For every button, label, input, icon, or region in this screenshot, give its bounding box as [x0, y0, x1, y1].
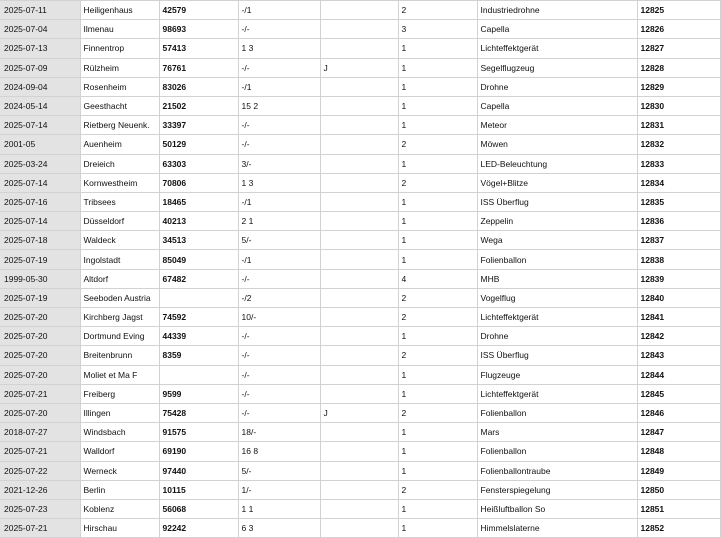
cell-zip[interactable] [159, 288, 238, 307]
cell-place[interactable]: Freiberg [80, 384, 159, 403]
cell-flag[interactable] [320, 154, 398, 173]
cell-count[interactable]: 2 [398, 135, 477, 154]
cell-category[interactable]: Vogelflug [477, 288, 637, 307]
cell-flag[interactable] [320, 308, 398, 327]
cell-code[interactable]: 1 1 [238, 499, 320, 518]
cell-count[interactable]: 2 [398, 1, 477, 20]
cell-count[interactable]: 1 [398, 77, 477, 96]
cell-date[interactable]: 2025-07-21 [0, 442, 80, 461]
cell-id[interactable]: 12825 [637, 1, 720, 20]
cell-date[interactable]: 2025-07-21 [0, 519, 80, 538]
cell-flag[interactable]: J [320, 403, 398, 422]
cell-count[interactable]: 1 [398, 58, 477, 77]
cell-flag[interactable] [320, 231, 398, 250]
cell-count[interactable]: 1 [398, 212, 477, 231]
cell-category[interactable]: Drohne [477, 327, 637, 346]
cell-date[interactable]: 2025-07-22 [0, 461, 80, 480]
cell-count[interactable]: 1 [398, 96, 477, 115]
cell-code[interactable]: -/- [238, 58, 320, 77]
table-row [0, 116, 720, 135]
cell-zip[interactable]: 40213 [159, 212, 238, 231]
cell-zip[interactable]: 21502 [159, 96, 238, 115]
cell-count[interactable]: 1 [398, 116, 477, 135]
cell-count[interactable]: 2 [398, 480, 477, 499]
table-row [0, 192, 720, 211]
cell-zip[interactable]: 85049 [159, 250, 238, 269]
table-row [0, 58, 720, 77]
cell-date[interactable]: 2025-07-23 [0, 499, 80, 518]
cell-count[interactable]: 1 [398, 192, 477, 211]
cell-code[interactable]: 5/- [238, 231, 320, 250]
cell-category[interactable]: Möwen [477, 135, 637, 154]
table-row [0, 231, 720, 250]
cell-zip[interactable]: 70806 [159, 173, 238, 192]
cell-category[interactable]: Wega [477, 231, 637, 250]
cell-flag[interactable]: J [320, 58, 398, 77]
cell-zip[interactable]: 44339 [159, 327, 238, 346]
cell-zip[interactable]: 42579 [159, 1, 238, 20]
table-row [0, 480, 720, 499]
cell-id[interactable]: 12849 [637, 461, 720, 480]
cell-category[interactable]: ISS Überflug [477, 192, 637, 211]
cell-count[interactable]: 3 [398, 20, 477, 39]
cell-date[interactable]: 2024-05-14 [0, 96, 80, 115]
cell-place[interactable]: Kornwestheim [80, 173, 159, 192]
cell-id[interactable]: 12850 [637, 480, 720, 499]
cell-id[interactable]: 12832 [637, 135, 720, 154]
cell-id[interactable]: 12840 [637, 288, 720, 307]
cell-date[interactable]: 2025-07-20 [0, 365, 80, 384]
cell-flag[interactable] [320, 116, 398, 135]
table-row [0, 499, 720, 518]
cell-place[interactable]: Rülzheim [80, 58, 159, 77]
cell-zip[interactable]: 50129 [159, 135, 238, 154]
cell-category[interactable]: Mars [477, 423, 637, 442]
cell-category[interactable]: Heißluftballon So [477, 499, 637, 518]
cell-place[interactable]: Auenheim [80, 135, 159, 154]
cell-flag[interactable] [320, 192, 398, 211]
table-row [0, 519, 720, 538]
cell-id[interactable]: 12837 [637, 231, 720, 250]
cell-count[interactable]: 1 [398, 423, 477, 442]
cell-flag[interactable] [320, 173, 398, 192]
cell-id[interactable]: 12826 [637, 20, 720, 39]
cell-date[interactable]: 2024-09-04 [0, 77, 80, 96]
cell-count[interactable]: 2 [398, 403, 477, 422]
cell-date[interactable]: 2025-07-14 [0, 212, 80, 231]
cell-category[interactable]: Industriedrohne [477, 1, 637, 20]
cell-date[interactable]: 2025-07-19 [0, 250, 80, 269]
cell-code[interactable]: -/- [238, 365, 320, 384]
cell-code[interactable]: 1 3 [238, 173, 320, 192]
cell-date[interactable]: 2025-07-13 [0, 39, 80, 58]
cell-count[interactable]: 1 [398, 442, 477, 461]
cell-id[interactable]: 12830 [637, 96, 720, 115]
cell-flag[interactable] [320, 269, 398, 288]
cell-zip[interactable] [159, 365, 238, 384]
cell-count[interactable]: 2 [398, 308, 477, 327]
cell-code[interactable]: -/- [238, 384, 320, 403]
cell-place[interactable]: Altdorf [80, 269, 159, 288]
cell-code[interactable]: 18/- [238, 423, 320, 442]
cell-date[interactable]: 2001-05 [0, 135, 80, 154]
cell-id[interactable]: 12833 [637, 154, 720, 173]
cell-id[interactable]: 12847 [637, 423, 720, 442]
cell-count[interactable]: 1 [398, 327, 477, 346]
cell-code[interactable]: 2 1 [238, 212, 320, 231]
table-row [0, 384, 720, 403]
cell-code[interactable]: 16 8 [238, 442, 320, 461]
table-row [0, 20, 720, 39]
cell-category[interactable]: Vögel+Blitze [477, 173, 637, 192]
table-row [0, 1, 720, 20]
cell-category[interactable]: Folienballon [477, 403, 637, 422]
cell-zip[interactable]: 92242 [159, 519, 238, 538]
cell-date[interactable]: 2025-07-20 [0, 346, 80, 365]
cell-place[interactable]: Rietberg Neuenk. [80, 116, 159, 135]
cell-code[interactable]: -/- [238, 116, 320, 135]
cell-count[interactable]: 2 [398, 173, 477, 192]
cell-code[interactable]: -/- [238, 135, 320, 154]
cell-flag[interactable] [320, 96, 398, 115]
cell-id[interactable]: 12843 [637, 346, 720, 365]
cell-id[interactable]: 12829 [637, 77, 720, 96]
cell-code[interactable]: -/- [238, 327, 320, 346]
cell-category[interactable]: Lichteffektgerät [477, 384, 637, 403]
cell-place[interactable]: Windsbach [80, 423, 159, 442]
cell-category[interactable]: Capella [477, 96, 637, 115]
cell-flag[interactable] [320, 480, 398, 499]
table-row [0, 269, 720, 288]
cell-place[interactable]: Illingen [80, 403, 159, 422]
cell-zip[interactable]: 33397 [159, 116, 238, 135]
cell-zip[interactable]: 18465 [159, 192, 238, 211]
cell-id[interactable]: 12827 [637, 39, 720, 58]
cell-place[interactable]: Werneck [80, 461, 159, 480]
cell-date[interactable]: 2018-07-27 [0, 423, 80, 442]
cell-zip[interactable]: 98693 [159, 20, 238, 39]
cell-code[interactable]: -/- [238, 403, 320, 422]
cell-zip[interactable]: 74592 [159, 308, 238, 327]
cell-code[interactable]: -/1 [238, 1, 320, 20]
cell-category[interactable]: MHB [477, 269, 637, 288]
table-row [0, 461, 720, 480]
cell-flag[interactable] [320, 250, 398, 269]
cell-place[interactable]: Koblenz [80, 499, 159, 518]
cell-date[interactable]: 1999-05-30 [0, 269, 80, 288]
cell-flag[interactable] [320, 135, 398, 154]
cell-place[interactable]: Heiligenhaus [80, 1, 159, 20]
cell-place[interactable]: Geesthacht [80, 96, 159, 115]
cell-date[interactable]: 2025-07-20 [0, 327, 80, 346]
cell-flag[interactable] [320, 423, 398, 442]
table-row [0, 39, 720, 58]
table-row [0, 423, 720, 442]
cell-date[interactable]: 2025-07-20 [0, 308, 80, 327]
cell-place[interactable]: Walldorf [80, 442, 159, 461]
cell-category[interactable]: Folienballon [477, 250, 637, 269]
cell-count[interactable]: 2 [398, 346, 477, 365]
cell-count[interactable]: 2 [398, 288, 477, 307]
cell-date[interactable]: 2025-03-24 [0, 154, 80, 173]
cell-flag[interactable] [320, 346, 398, 365]
cell-zip[interactable]: 10115 [159, 480, 238, 499]
cell-zip[interactable]: 69190 [159, 442, 238, 461]
cell-id[interactable]: 12844 [637, 365, 720, 384]
cell-flag[interactable] [320, 384, 398, 403]
cell-id[interactable]: 12845 [637, 384, 720, 403]
cell-place[interactable]: Waldeck [80, 231, 159, 250]
cell-count[interactable]: 1 [398, 519, 477, 538]
table-row [0, 365, 720, 384]
cell-flag[interactable] [320, 365, 398, 384]
cell-date[interactable]: 2025-07-18 [0, 231, 80, 250]
table-row [0, 154, 720, 173]
cell-date[interactable]: 2025-07-14 [0, 173, 80, 192]
cell-date[interactable]: 2025-07-19 [0, 288, 80, 307]
cell-code[interactable]: 1/- [238, 480, 320, 499]
cell-count[interactable]: 1 [398, 365, 477, 384]
table-row [0, 327, 720, 346]
cell-zip[interactable]: 97440 [159, 461, 238, 480]
cell-flag[interactable] [320, 77, 398, 96]
cell-place[interactable]: Seeboden Austria [80, 288, 159, 307]
cell-zip[interactable]: 67482 [159, 269, 238, 288]
table-row [0, 308, 720, 327]
cell-code[interactable]: 6 3 [238, 519, 320, 538]
cell-zip[interactable]: 63303 [159, 154, 238, 173]
cell-category[interactable]: Zeppelin [477, 212, 637, 231]
cell-id[interactable]: 12828 [637, 58, 720, 77]
cell-flag[interactable] [320, 20, 398, 39]
cell-category[interactable]: Lichteffektgerät [477, 39, 637, 58]
cell-place[interactable]: Ilmenau [80, 20, 159, 39]
cell-flag[interactable] [320, 499, 398, 518]
cell-zip[interactable]: 56068 [159, 499, 238, 518]
cell-code[interactable]: -/- [238, 20, 320, 39]
cell-date[interactable]: 2025-07-20 [0, 403, 80, 422]
cell-id[interactable]: 12839 [637, 269, 720, 288]
table-row [0, 212, 720, 231]
cell-code[interactable]: 3/- [238, 154, 320, 173]
cell-count[interactable]: 4 [398, 269, 477, 288]
cell-zip[interactable]: 34513 [159, 231, 238, 250]
cell-category[interactable]: Fensterspiegelung [477, 480, 637, 499]
cell-place[interactable]: Kirchberg Jagst [80, 308, 159, 327]
table-row [0, 173, 720, 192]
cell-date[interactable]: 2025-07-04 [0, 20, 80, 39]
cell-category[interactable]: Folienballon [477, 442, 637, 461]
cell-category[interactable]: Flugzeuge [477, 365, 637, 384]
cell-code[interactable]: -/- [238, 346, 320, 365]
cell-place[interactable]: Breitenbrunn [80, 346, 159, 365]
cell-place[interactable]: Finnentrop [80, 39, 159, 58]
cell-zip[interactable]: 83026 [159, 77, 238, 96]
cell-zip[interactable]: 75428 [159, 403, 238, 422]
cell-category[interactable]: Lichteffektgerät [477, 308, 637, 327]
cell-zip[interactable]: 9599 [159, 384, 238, 403]
cell-date[interactable]: 2025-07-21 [0, 384, 80, 403]
table-row [0, 346, 720, 365]
cell-code[interactable]: -/2 [238, 288, 320, 307]
cell-flag[interactable] [320, 327, 398, 346]
cell-category[interactable]: Meteor [477, 116, 637, 135]
cell-place[interactable]: Ingolstadt [80, 250, 159, 269]
table-row [0, 250, 720, 269]
cell-category[interactable]: Capella [477, 20, 637, 39]
cell-flag[interactable] [320, 288, 398, 307]
cell-code[interactable]: -/1 [238, 192, 320, 211]
cell-place[interactable]: Moliet et Ma F [80, 365, 159, 384]
cell-id[interactable]: 12851 [637, 499, 720, 518]
cell-date[interactable]: 2025-07-16 [0, 192, 80, 211]
cell-flag[interactable] [320, 1, 398, 20]
cell-place[interactable]: Berlin [80, 480, 159, 499]
cell-id[interactable]: 12841 [637, 308, 720, 327]
cell-zip[interactable]: 91575 [159, 423, 238, 442]
cell-place[interactable]: Dortmund Eving [80, 327, 159, 346]
cell-flag[interactable] [320, 39, 398, 58]
cell-zip[interactable]: 8359 [159, 346, 238, 365]
cell-place[interactable]: Dreieich [80, 154, 159, 173]
cell-zip[interactable]: 57413 [159, 39, 238, 58]
cell-date[interactable]: 2025-07-09 [0, 58, 80, 77]
cell-flag[interactable] [320, 212, 398, 231]
cell-code[interactable]: 5/- [238, 461, 320, 480]
table-row [0, 403, 720, 422]
cell-id[interactable]: 12848 [637, 442, 720, 461]
cell-id[interactable]: 12846 [637, 403, 720, 422]
cell-id[interactable]: 12838 [637, 250, 720, 269]
cell-date[interactable]: 2025-07-11 [0, 1, 80, 20]
cell-category[interactable]: ISS Überflug [477, 346, 637, 365]
cell-category[interactable]: Segelflugzeug [477, 58, 637, 77]
cell-flag[interactable] [320, 442, 398, 461]
cell-id[interactable]: 12831 [637, 116, 720, 135]
cell-count[interactable]: 1 [398, 499, 477, 518]
cell-id[interactable]: 12835 [637, 192, 720, 211]
cell-id[interactable]: 12836 [637, 212, 720, 231]
cell-count[interactable]: 1 [398, 461, 477, 480]
cell-code[interactable]: 10/- [238, 308, 320, 327]
cell-date[interactable]: 2021-12-26 [0, 480, 80, 499]
cell-place[interactable]: Rosenheim [80, 77, 159, 96]
cell-flag[interactable] [320, 461, 398, 480]
cell-code[interactable]: 15 2 [238, 96, 320, 115]
cell-category[interactable]: Folienballontraube [477, 461, 637, 480]
cell-category[interactable]: LED-Beleuchtung [477, 154, 637, 173]
table-row [0, 77, 720, 96]
cell-id[interactable]: 12834 [637, 173, 720, 192]
cell-date[interactable]: 2025-07-14 [0, 116, 80, 135]
cell-count[interactable]: 1 [398, 154, 477, 173]
cell-code[interactable]: 1 3 [238, 39, 320, 58]
cell-place[interactable]: Düsseldorf [80, 212, 159, 231]
cell-place[interactable]: Tribsees [80, 192, 159, 211]
cell-count[interactable]: 1 [398, 250, 477, 269]
cell-place[interactable]: Hirschau [80, 519, 159, 538]
table-row [0, 442, 720, 461]
table-row [0, 135, 720, 154]
cell-count[interactable]: 1 [398, 39, 477, 58]
cell-code[interactable]: -/- [238, 269, 320, 288]
cell-code[interactable]: -/1 [238, 250, 320, 269]
cell-category[interactable]: Drohne [477, 77, 637, 96]
cell-category[interactable]: Himmelslaterne [477, 519, 637, 538]
cell-zip[interactable]: 76761 [159, 58, 238, 77]
cell-flag[interactable] [320, 519, 398, 538]
cell-id[interactable]: 12852 [637, 519, 720, 538]
table-row [0, 96, 720, 115]
table-row [0, 288, 720, 307]
cell-code[interactable]: -/1 [238, 77, 320, 96]
cell-count[interactable]: 1 [398, 384, 477, 403]
cell-id[interactable]: 12842 [637, 327, 720, 346]
cell-count[interactable]: 1 [398, 231, 477, 250]
